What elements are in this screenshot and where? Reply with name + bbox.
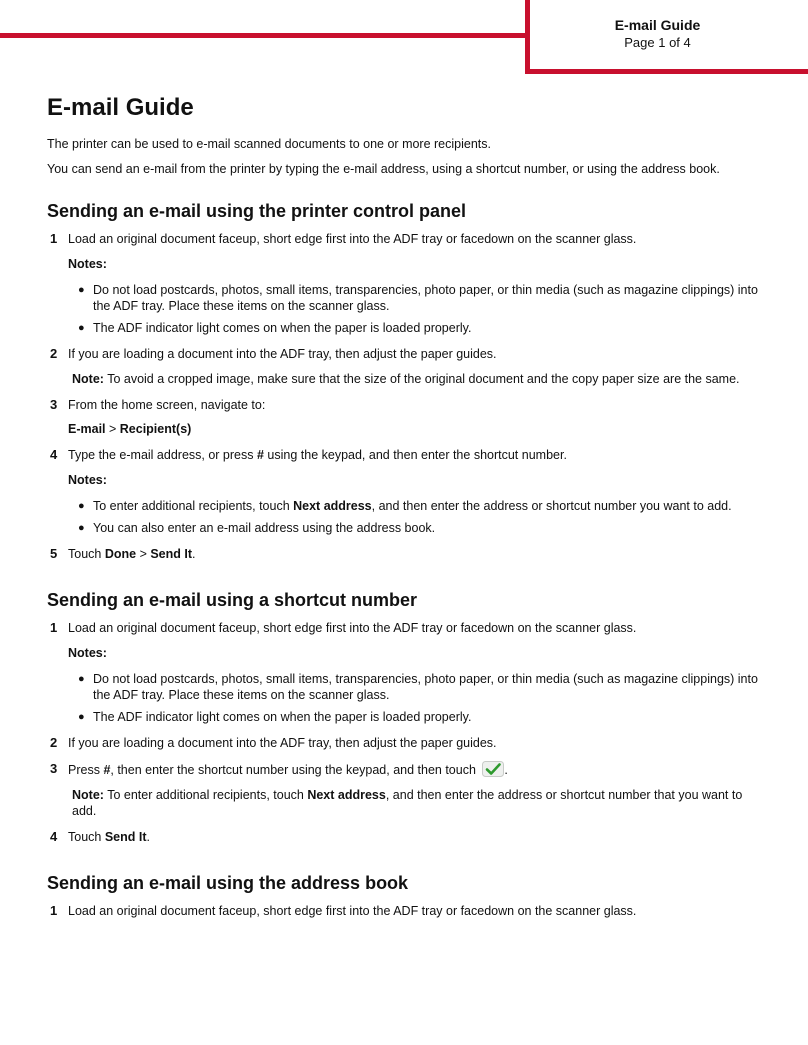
hash-key: # <box>256 448 264 462</box>
step-number: 1 <box>50 620 58 635</box>
step-1 <box>47 620 759 725</box>
intro-paragraph-2: You can send an e-mail from the printer by typing the e-mail address, using a shortcut number, or using the address book. <box>47 162 720 176</box>
step-number: 5 <box>50 546 58 561</box>
list-item <box>68 709 759 725</box>
send-it-label: Send It <box>150 547 193 561</box>
text-part: . <box>504 763 508 777</box>
notes-list <box>68 498 759 536</box>
text-part: , and then enter the address or shortcut number that you want to add. <box>72 788 743 818</box>
bullet-icon: ● <box>78 673 85 685</box>
notes-label: Notes: <box>68 473 107 487</box>
step-4 <box>47 447 759 536</box>
step-2 <box>47 735 759 751</box>
text-part: Type the e-mail address, or press <box>68 448 257 462</box>
page-header <box>530 16 785 51</box>
step-1 <box>47 903 759 919</box>
step-text <box>68 829 759 845</box>
bullet-icon: ● <box>78 711 85 723</box>
path-email: E-mail <box>68 422 106 436</box>
step-text <box>68 761 759 778</box>
section-address-book <box>47 871 759 919</box>
page-title: E-mail Guide <box>47 94 194 121</box>
step-text: Load an original document faceup, short edge first into the ADF tray or facedown on the scanner glass. <box>68 904 637 918</box>
step-text <box>68 447 759 463</box>
step-1 <box>47 231 759 336</box>
step-5 <box>47 546 759 562</box>
text-part: Touch <box>68 547 105 561</box>
notes-list <box>68 671 759 725</box>
step-number: 4 <box>50 447 58 462</box>
header-rule-horizontal <box>0 33 528 38</box>
notes-list <box>68 282 759 336</box>
note-text: To avoid a cropped image, make sure that the size of the original document and the copy paper size are the same. <box>103 372 740 386</box>
text-part: To enter additional recipients, touch <box>103 788 308 802</box>
bullet-text: The ADF indicator light comes on when the paper is loaded properly. <box>93 321 472 335</box>
bullet-text: The ADF indicator light comes on when the paper is loaded properly. <box>93 710 472 724</box>
step-text <box>68 546 759 562</box>
section-heading: Sending an e-mail using the printer control panel <box>47 201 467 221</box>
text-part: Touch <box>68 830 105 844</box>
send-it-label: Send It <box>104 830 147 844</box>
checkmark-icon <box>482 761 504 777</box>
step-number: 2 <box>50 346 58 361</box>
list-item <box>68 671 759 703</box>
step-2 <box>47 346 759 387</box>
step-text: From the home screen, navigate to: <box>68 398 266 412</box>
text-part: . <box>192 547 196 561</box>
step-text: Load an original document faceup, short edge first into the ADF tray or facedown on the scanner glass. <box>68 232 637 246</box>
bullet-text: Do not load postcards, photos, small items, transparencies, photo paper, or thin media (such as magazine clippings) into the ADF tray. Place these items on the scanner glass. <box>93 672 758 702</box>
next-address-label: Next address <box>307 788 386 802</box>
path-separator: > <box>136 547 151 561</box>
step-number: 1 <box>50 231 58 246</box>
header-title: E-mail Guide <box>614 17 701 33</box>
bullet-text: Do not load postcards, photos, small items, transparencies, photo paper, or thin media (such as magazine clippings) into the ADF tray. Place these items on the scanner glass. <box>93 283 758 313</box>
header-rule-bottom <box>525 69 808 74</box>
text-part: using the keypad, and then enter the shortcut number. <box>263 448 567 462</box>
step-number: 2 <box>50 735 58 750</box>
done-label: Done <box>104 547 137 561</box>
step-text: If you are loading a document into the ADF tray, then adjust the paper guides. <box>68 347 497 361</box>
navigation-path <box>68 421 759 437</box>
step-number: 3 <box>50 761 58 776</box>
path-separator: > <box>105 422 120 436</box>
step-number: 4 <box>50 829 58 844</box>
document-body <box>47 92 759 929</box>
notes-label: Notes: <box>68 646 107 660</box>
bullet-text: You can also enter an e-mail address using the address book. <box>93 521 436 535</box>
bullet-icon: ● <box>78 522 85 534</box>
section-heading: Sending an e-mail using the address book <box>47 873 409 893</box>
step-4 <box>47 829 759 845</box>
note <box>68 787 759 819</box>
text-part: , then enter the shortcut number using the keypad, and then touch <box>110 763 480 777</box>
notes-label: Notes: <box>68 257 107 271</box>
step-number: 1 <box>50 903 58 918</box>
list-item <box>68 498 759 514</box>
list-item <box>68 320 759 336</box>
section-shortcut-number <box>47 588 759 845</box>
section-control-panel <box>47 199 759 562</box>
hash-key: # <box>103 763 111 777</box>
section-heading: Sending an e-mail using a shortcut number <box>47 590 418 610</box>
bullet-icon: ● <box>78 500 85 512</box>
step-3 <box>47 397 759 437</box>
list-item <box>68 282 759 314</box>
text-part: . <box>146 830 150 844</box>
header-page-number: Page 1 of 4 <box>624 35 691 50</box>
bullet-icon: ● <box>78 284 85 296</box>
step-text: If you are loading a document into the ADF tray, then adjust the paper guides. <box>68 736 497 750</box>
note-label: Note: <box>72 372 104 386</box>
text-part: To enter additional recipients, touch <box>93 499 294 513</box>
bullet-icon: ● <box>78 322 85 334</box>
list-item <box>68 520 759 536</box>
next-address-label: Next address <box>293 499 372 513</box>
note-label: Note: <box>72 788 104 802</box>
note <box>68 371 759 387</box>
step-number: 3 <box>50 397 58 412</box>
step-3 <box>47 761 759 819</box>
step-text: Load an original document faceup, short edge first into the ADF tray or facedown on the scanner glass. <box>68 621 637 635</box>
intro-paragraph-1: The printer can be used to e-mail scanned documents to one or more recipients. <box>47 137 491 151</box>
path-recipients: Recipient(s) <box>119 422 192 436</box>
text-part: , and then enter the address or shortcut number you want to add. <box>371 499 732 513</box>
text-part: Press <box>68 763 104 777</box>
